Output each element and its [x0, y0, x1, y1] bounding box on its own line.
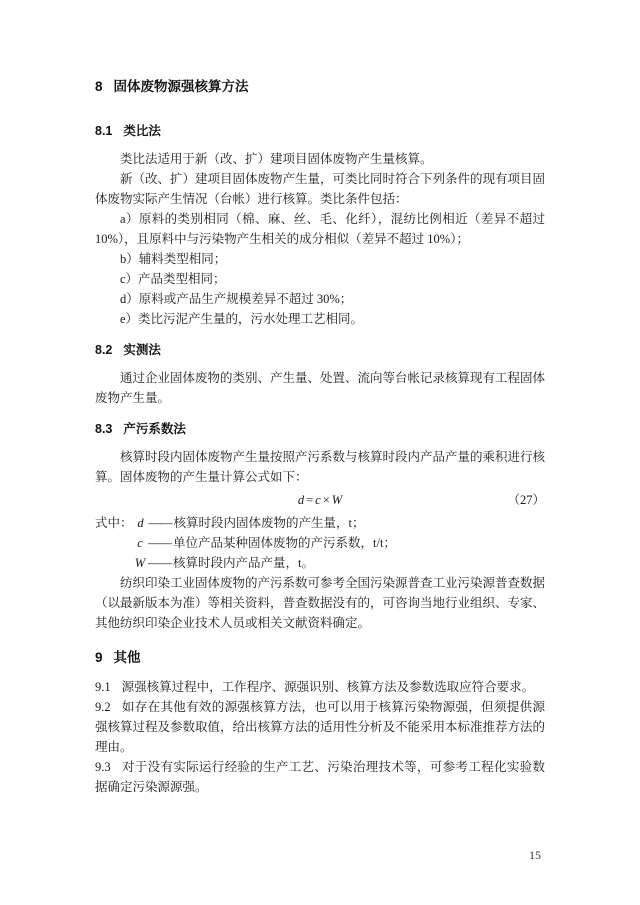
- where-label: 式中：: [95, 516, 133, 530]
- section-8-2-title: 实测法: [123, 343, 161, 357]
- formula-symbol-w: W: [331, 493, 343, 507]
- equals-sign: =: [306, 493, 314, 507]
- clause-9-3-text: 对于没有实际运行经验的生产工艺、污染治理技术等，可参考工程化实验数据确定污染源源强。: [95, 760, 545, 794]
- section-8-title: 固体废物源强核算方法: [113, 79, 249, 94]
- section-8-1-title: 类比法: [123, 124, 161, 138]
- definition-dash: ——: [148, 556, 171, 570]
- paragraph-8-1-conditions: 新（改、扩）建项目固体废物产生量，可类比同时符合下列条件的现有项目固体废物实际产生情况（台帐）进行核算。类比条件包括：: [95, 172, 546, 206]
- clause-9-3: [95, 757, 545, 797]
- clause-9-1-text: 源强核算过程中，工作程序、源强识别、核算方法及参数选取应符合要求。: [121, 680, 535, 694]
- formula-symbol-d: d: [297, 493, 305, 507]
- definition-d-text: 核算时段内固体废物的产生量，t；: [173, 516, 365, 530]
- section-9-heading: [95, 649, 545, 667]
- formula-symbol-c: c: [315, 493, 321, 507]
- paragraph-8-1-intro: 类比法适用于新（改、扩）建项目固体废物产生量核算。: [120, 152, 433, 166]
- symbol-d: d: [137, 516, 144, 530]
- clause-9-2-text: 如存在其他有效的源强核算方法，也可以用于核算污染物源强，但须提供源强核算过程及参数取值，给出核算方法的适用性分析及不能采用本标准推荐方法的理由。: [95, 700, 546, 754]
- paragraph-8-3-reference: 纺织印染工业固体废物的产污系数可参考全国污染源普查工业污染源普查数据（以最新版本为准）等相关资料，普查数据没有的，可咨询当地行业组织、专家、其他纺织印染企业技术人员或相关文献资料确定。: [95, 576, 546, 630]
- formula-expression: [297, 493, 343, 507]
- definition-c-text: 单位产品某种固体废物的产污系数，t/t；: [173, 536, 396, 550]
- clause-9-2-number: 9.2: [95, 700, 111, 714]
- section-8-3-heading: [95, 420, 545, 438]
- paragraph-8-2: 通过企业固体废物的类别、产生量、处置、流向等台帐记录核算现有工程固体废物产生量。: [95, 371, 546, 405]
- section-8-heading: [95, 78, 545, 96]
- definition-c: [95, 533, 545, 553]
- list-item-c: c）产品类型相同；: [120, 272, 226, 286]
- section-8-3-title: 产污系数法: [123, 422, 186, 436]
- definition-d: [95, 513, 545, 533]
- clause-9-1: [95, 677, 545, 697]
- definition-dash: ——: [148, 536, 171, 550]
- section-8-1-number: 8.1: [95, 124, 113, 138]
- symbol-c: c: [137, 536, 143, 550]
- symbol-w: W: [134, 556, 146, 570]
- section-8-number: 8: [95, 79, 103, 94]
- section-8-2-heading: [95, 341, 545, 359]
- definition-w: [95, 553, 545, 573]
- section-9-title: 其他: [113, 650, 141, 665]
- symbol-definitions: [95, 513, 545, 573]
- definition-w-text: 核算时段内产品产量，t。: [173, 556, 314, 570]
- section-9-number: 9: [95, 650, 103, 665]
- section-8-3-number: 8.3: [95, 422, 113, 436]
- section-8-1-heading: [95, 122, 545, 140]
- equation-number: （27）: [507, 493, 545, 507]
- paragraph-8-3-intro: 核算时段内固体废物产生量按照产污系数与核算时段内产品产量的乘积进行核算。固体废物的产生量计算公式如下：: [95, 450, 546, 484]
- list-item-d: d）原料或产品生产规模差异不超过 30%；: [120, 292, 353, 306]
- clause-9-2: [95, 697, 545, 757]
- list-item-b: b）辅料类型相同；: [120, 252, 227, 266]
- page-number: 15: [529, 848, 541, 862]
- clause-9-1-number: 9.1: [95, 680, 111, 694]
- equation-27: [95, 489, 545, 511]
- section-8-2-number: 8.2: [95, 343, 113, 357]
- list-item-e: e）类比污泥产生量的，污水处理工艺相同。: [120, 312, 364, 326]
- clause-9-3-number: 9.3: [95, 760, 111, 774]
- definition-dash: ——: [148, 516, 172, 530]
- list-item-a: a）原料的类别相同（棉、麻、丝、毛、化纤），混纺比例相近（差异不超过 10%），且原料中与污染物产生相关的成分相似（差异不超过 10%）；: [95, 212, 545, 246]
- multiply-sign: ×: [322, 493, 330, 507]
